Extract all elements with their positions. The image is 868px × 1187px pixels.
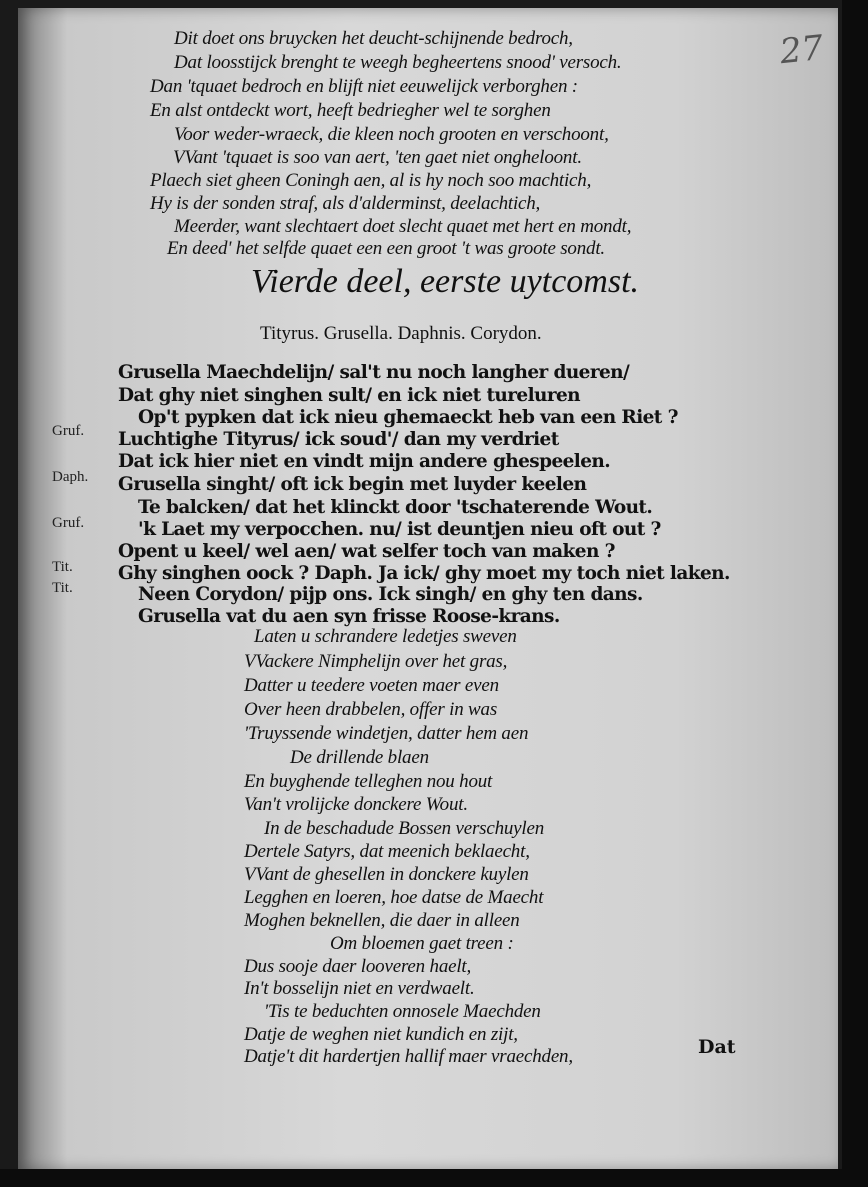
verse-line: Dan 'tquaet bedroch en blijft niet eeuwelijck verborghen : xyxy=(150,76,578,97)
verse-line: Dat loosstijck brenght te weegh begheertens snood' versoch. xyxy=(174,52,622,73)
speaker-label: Tit. xyxy=(52,580,73,596)
song-line: In't bosselijn niet en verdwaelt. xyxy=(244,978,475,999)
song-line: Datje de weghen niet kundich en zijt, xyxy=(244,1024,518,1045)
song-line: Datje't dit hardertjen hallif maer vraechden, xyxy=(244,1046,573,1067)
dialogue-line: Grusella singht/ oft ick begin met luyder keelen xyxy=(118,474,587,495)
page-edge-bottom xyxy=(0,1169,868,1187)
song-line: In de beschadude Bossen verschuylen xyxy=(264,818,545,839)
song-line: VVackere Nimphelijn over het gras, xyxy=(244,651,508,672)
song-line: 'Tis te beduchten onnosele Maechden xyxy=(264,1001,541,1022)
verse-line: Meerder, want slechtaert doet slecht quaet met hert en mondt, xyxy=(174,216,632,237)
section-heading: Vierde deel, eerste uytcomst. xyxy=(251,263,640,300)
dialogue-line: Dat ghy niet singhen sult/ en ick niet tureluren xyxy=(118,385,581,406)
verse-line: VVant 'tquaet is soo van aert, 'ten gaet niet ongheloont. xyxy=(173,147,582,168)
page-edge-right xyxy=(842,0,868,1187)
song-line: Dus sooje daer looveren haelt, xyxy=(244,956,472,977)
song-line: Van't vrolijcke donckere Wout. xyxy=(244,794,468,815)
book-page xyxy=(18,8,838,1170)
song-line: Legghen en loeren, hoe datse de Maecht xyxy=(244,887,544,908)
song-line: Om bloemen gaet treen : xyxy=(330,933,514,954)
cast-list: Tityrus. Grusella. Daphnis. Corydon. xyxy=(260,323,542,344)
song-line: 'Truyssende windetjen, datter hem aen xyxy=(244,723,529,744)
song-line: VVant de ghesellen in donckere kuylen xyxy=(244,864,529,885)
verse-line: En deed' het selfde quaet een een groot 't was groote sondt. xyxy=(167,238,605,259)
song-line: De drillende blaen xyxy=(290,747,429,768)
dialogue-line: Dat ick hier niet en vindt mijn andere ghespeelen. xyxy=(118,451,611,472)
song-line: Datter u teedere voeten maer even xyxy=(244,675,499,696)
speaker-label: Daph. xyxy=(52,469,89,485)
dialogue-line: Op't pypken dat ick nieu ghemaeckt heb van een Riet ? xyxy=(138,407,678,428)
dialogue-line: Opent u keel/ wel aen/ wat selfer toch van maken ? xyxy=(118,541,615,562)
dialogue-line: Ghy singhen oock ? Daph. Ja ick/ ghy moet my toch niet laken. xyxy=(118,563,730,584)
dialogue-line: Te balcken/ dat het klinckt door 'tschaterende Wout. xyxy=(138,497,653,518)
speaker-label: Tit. xyxy=(52,559,73,575)
verse-line: Plaech siet gheen Coningh aen, al is hy noch soo machtich, xyxy=(150,170,592,191)
dialogue-line: Grusella Maechdelijn/ sal't nu noch langher dueren/ xyxy=(118,362,630,383)
speaker-label: Gruf. xyxy=(52,515,85,531)
dialogue-line: 'k Laet my verpocchen. nu/ ist deuntjen nieu oft out ? xyxy=(138,519,661,540)
song-line: Dertele Satyrs, dat meenich beklaecht, xyxy=(244,841,530,862)
speaker-label: Gruf. xyxy=(52,423,85,439)
dialogue-line: Grusella vat du aen syn frisse Roose-krans. xyxy=(138,606,560,627)
verse-line: En alst ontdeckt wort, heeft bedriegher wel te sorghen xyxy=(150,100,551,121)
dialogue-line: Neen Corydon/ pijp ons. Ick singh/ en ghy ten dans. xyxy=(138,584,643,605)
folio-number: 27 xyxy=(778,27,826,73)
dialogue-line: Luchtighe Tityrus/ ick soud'/ dan my verdriet xyxy=(118,429,559,450)
verse-line: Hy is der sonden straf, als d'alderminst, deelachtich, xyxy=(150,193,541,214)
song-line: Moghen beknellen, die daer in alleen xyxy=(244,910,520,931)
song-line: En buyghende telleghen nou hout xyxy=(244,771,493,792)
verse-line: Voor weder-wraeck, die kleen noch grooten en verschoont, xyxy=(174,124,609,145)
song-line: Laten u schrandere ledetjes sweven xyxy=(254,626,517,647)
catchword: Dat xyxy=(698,1036,736,1058)
verse-line: Dit doet ons bruycken het deucht-schijnende bedroch, xyxy=(174,28,573,49)
song-line: Over heen drabbelen, offer in was xyxy=(244,699,498,720)
